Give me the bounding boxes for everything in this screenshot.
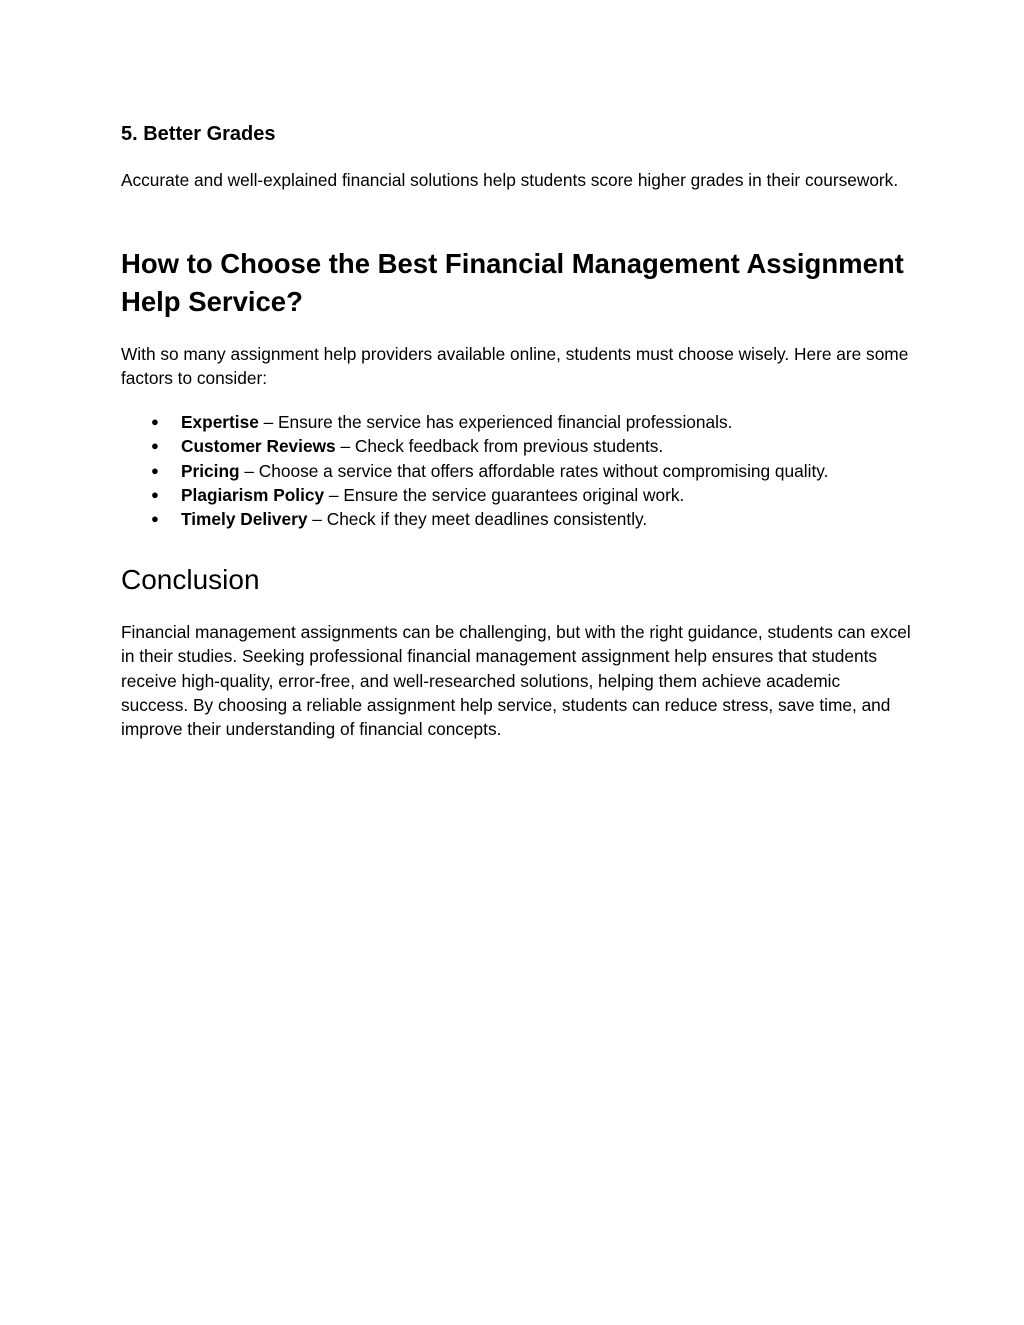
bullet-icon: ● — [151, 438, 159, 454]
conclusion-heading: Conclusion — [121, 564, 260, 595]
factor-term: Pricing — [181, 460, 240, 481]
list-item — [121, 410, 911, 434]
factor-term: Plagiarism Policy — [181, 484, 325, 505]
list-item — [121, 507, 911, 531]
choose-heading: How to Choose the Best Financial Management Assignment Help Service? — [121, 248, 904, 317]
factor-desc: – Check if they meet deadlines consistently. — [307, 509, 648, 530]
list-item — [121, 459, 911, 483]
conclusion-paragraph: Financial management assignments can be challenging, but with the right guidance, students can excel in their studies. Seeking professional financial management assignment help ensures that students receive high-quality, error-free, and well-researched solutions, helping them achieve academic success. By choosing a reliable assignment help service, students can reduce stress, save time, and improve their understanding of financial concepts. — [121, 622, 911, 740]
factor-desc: – Check feedback from previous students. — [335, 436, 664, 457]
list-item — [121, 483, 911, 507]
factor-term: Timely Delivery — [181, 509, 308, 530]
choose-paragraph: With so many assignment help providers available online, students must choose wisely. Here are some factors to consider: — [121, 344, 909, 389]
factor-desc: – Choose a service that offers affordable rates without compromising quality. — [239, 460, 829, 481]
factor-desc: – Ensure the service guarantees original work. — [324, 484, 685, 505]
bullet-icon: ● — [151, 511, 159, 527]
factor-desc: – Ensure the service has experienced financial professionals. — [258, 412, 733, 432]
bullet-icon: ● — [151, 486, 159, 502]
section-heading: 5. Better Grades — [121, 123, 276, 145]
factor-term: Customer Reviews — [181, 436, 336, 457]
factors-list — [121, 410, 911, 531]
intro-paragraph: Accurate and well-explained financial solutions help students score higher grades in their coursework. — [121, 170, 899, 190]
bullet-icon: ● — [151, 414, 159, 429]
factor-term: Expertise — [181, 412, 259, 432]
list-item — [121, 434, 911, 458]
bullet-icon: ● — [151, 462, 159, 478]
